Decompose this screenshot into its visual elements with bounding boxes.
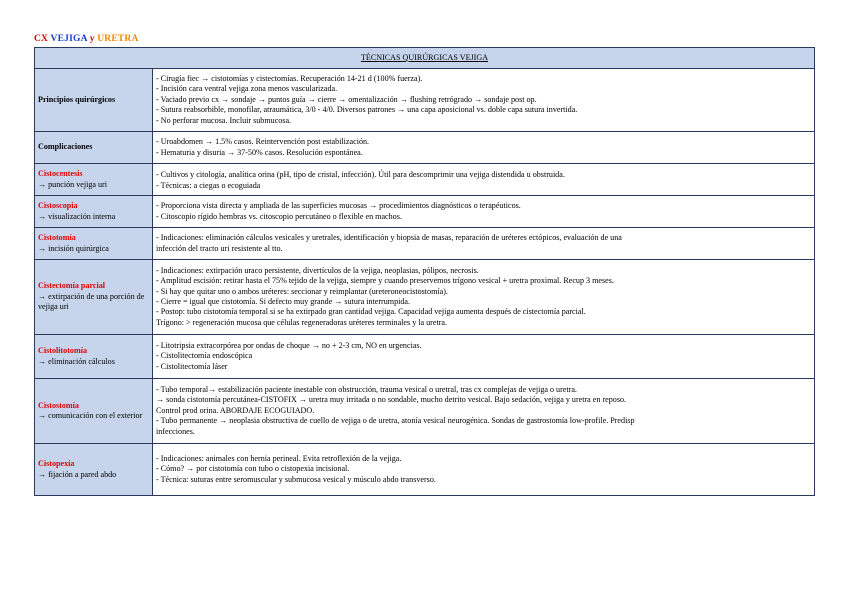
detail-line: - Cierre = igual que cistotomía. Si defecto muy grande → sutura interrumpida.: [156, 297, 411, 306]
technique-name: Cistostomía: [38, 400, 79, 410]
detail-line: - Litotripsia extracorpórea por ondas de choque → no + 2-3 cm, NO en urgencias.: [156, 340, 422, 350]
table-row: [35, 335, 815, 379]
title-vejiga: VEJIGA: [50, 34, 88, 44]
table-row: [35, 196, 815, 228]
technique-details: [153, 379, 815, 444]
detail-line: - Si hay que quitar uno o ambos uréteres: seccionar y reimplantar (ureteroneocistostomía).: [156, 286, 448, 296]
technique-subtitle: → visualización interna: [38, 211, 116, 221]
technique-details: [153, 164, 815, 196]
technique-cell: [35, 260, 153, 335]
table-row: [35, 132, 815, 164]
detail-line: - Amplitud escisión: retirar hasta el 75% tejido de la vejiga, siempre y cuando preservemos trígono vesical + uretra proximal. Recup 3 meses.: [156, 276, 614, 286]
detail-line: - Hematuria y disuria → 37-50% casos. Resolución espontánea.: [156, 147, 363, 157]
technique-cell: [35, 335, 153, 379]
technique-details: [153, 69, 815, 132]
detail-line: - Tubo temporal→ estabilización paciente inestable con obstrucción, trauma vesical o uretral, tras cx complejas de vejiga o uretra.: [156, 384, 577, 394]
technique-name: Principios quirúrgicos: [38, 94, 116, 104]
technique-cell: [35, 164, 153, 196]
technique-details: [153, 196, 815, 228]
technique-cell: [35, 228, 153, 260]
detail-line: - Indicaciones: extirpación uraco persistente, divertículos de la vejiga, neoplasias, pólipos, necrosis.: [156, 265, 479, 275]
technique-subtitle: → punción vejiga uri: [38, 179, 108, 189]
technique-cell: [35, 196, 153, 228]
document-title: [34, 34, 139, 44]
technique-name: Cistoscopia: [38, 201, 78, 211]
detail-line: - Técnicas: a ciegas o ecoguiada: [156, 180, 261, 190]
table-row: [35, 69, 815, 132]
technique-name: Cistectomía parcial: [38, 281, 106, 291]
title-cx: CX: [34, 34, 49, 44]
detail-line: - Cistolitectomía láser: [156, 361, 228, 371]
table-row: [35, 260, 815, 335]
detail-line: infecciones.: [156, 426, 195, 436]
detail-line: - Indicaciones: animales con hernia perineal. Evita retroflexión de la vejiga.: [156, 453, 402, 463]
detail-line: - Cultivos y citología, analítica orina (pH, tipo de cristal, infección). Útil para descomprimir una vejiga distendida u obstruida.: [156, 170, 565, 180]
detail-line: - Técnica: suturas entre seromuscular y submucosa vesical y músculo abdo transverso.: [156, 474, 436, 484]
detail-line: infección del tracto uri resistente al tto.: [156, 243, 283, 253]
detail-line: - Cistolitectomía endoscópica: [156, 351, 253, 361]
technique-details: [153, 260, 815, 335]
detail-line: - Proporciona vista directa y ampliada de las superficies mucosas → procedimientos diagnósticos o terapéuticos.: [156, 201, 521, 211]
technique-subtitle: → comunicación con el exterior: [38, 411, 143, 420]
detail-line: - Citoscopio rígido hembras vs. citoscopio percutáneo o flexible en machos.: [156, 211, 402, 221]
technique-name: Cistolitotomía: [38, 346, 88, 356]
detail-line: - No perforar mucosa. Incluir submucosa.: [156, 115, 292, 125]
technique-details: [153, 444, 815, 496]
detail-line: - Vaciado previo cx → sondaje → puntos guía → cierre → omentalización → flushing retrógrado → sondaje post op.: [156, 94, 537, 104]
table-row: [35, 444, 815, 496]
techniques-table: [34, 47, 815, 496]
technique-name: Complicaciones: [38, 142, 93, 152]
title-y: y: [89, 34, 95, 44]
technique-subtitle: → extirpación de una porción de vejiga uri: [38, 291, 145, 312]
detail-line: Trígono: > regeneración mucosa que células regeneradoras uréteres terminales y la uretra.: [156, 317, 448, 327]
table-row: [35, 164, 815, 196]
title-uretra: URETRA: [97, 34, 139, 44]
detail-line: - Uroabdomen → 1.5% casos. Reintervención post estabilización.: [156, 137, 370, 147]
technique-name: Cistocentesis: [38, 169, 83, 179]
technique-cell: [35, 132, 153, 164]
detail-line: Control prod orina. ABORDAJE ECOGUIADO.: [156, 405, 315, 415]
detail-line: - Tubo permanente → neoplasia obstructiva de cuello de vejiga o de uretra, atonía vesical neurogénica. Sondas de gastrostomía low-profile. Predisp: [156, 416, 635, 426]
detail-line: - Cirugía fiec → cistotomías y cistectomías. Recuperación 14-21 d (100% fuerza).: [156, 73, 423, 83]
detail-line: - Indicaciones: eliminación cálculos vesicales y uretrales, identificación y biopsia de masas, reparación de uréteres ectópicos, evaluación de una: [156, 233, 622, 243]
table-header: TÉCNICAS QUIRÚRGICAS VEJIGA: [35, 48, 815, 69]
table-row: [35, 228, 815, 260]
technique-subtitle: → incisión quirúrgica: [38, 243, 109, 253]
table-row: [35, 379, 815, 444]
technique-name: Cistopexia: [38, 459, 75, 469]
technique-name: Cistotomía: [38, 233, 76, 243]
detail-line: - Cómo? → por cistotomía con tubo o cistopexia incisional.: [156, 464, 350, 474]
detail-line: → sonda cistotomía percutánea-CISTOFIX → uretra muy irritada o no sondable, mucho detrito vesical. Bajo sedación, vejiga y uretra en reposo.: [156, 395, 627, 405]
technique-cell: [35, 379, 153, 444]
technique-details: [153, 228, 815, 260]
technique-cell: [35, 69, 153, 132]
technique-cell: [35, 444, 153, 496]
detail-line: - Incisión cara ventral vejiga zona menos vascularizada.: [156, 84, 338, 94]
technique-details: [153, 335, 815, 379]
technique-subtitle: → eliminación cálculos: [38, 356, 115, 366]
technique-details: [153, 132, 815, 164]
table-body: [35, 69, 815, 496]
technique-subtitle: → fijación a pared abdo: [38, 469, 117, 479]
detail-line: - Postop: tubo cistotomía temporal si se ha extirpado gran cantidad vejiga. Capacidad vejiga aumenta después de cistectomía parcial.: [156, 307, 586, 317]
detail-line: - Sutura reabsorbible, monofilar, atraumática, 3/0 - 4/0. Diversos patrones → una capa aposicional vs. doble capa sutura invertida.: [156, 105, 578, 115]
